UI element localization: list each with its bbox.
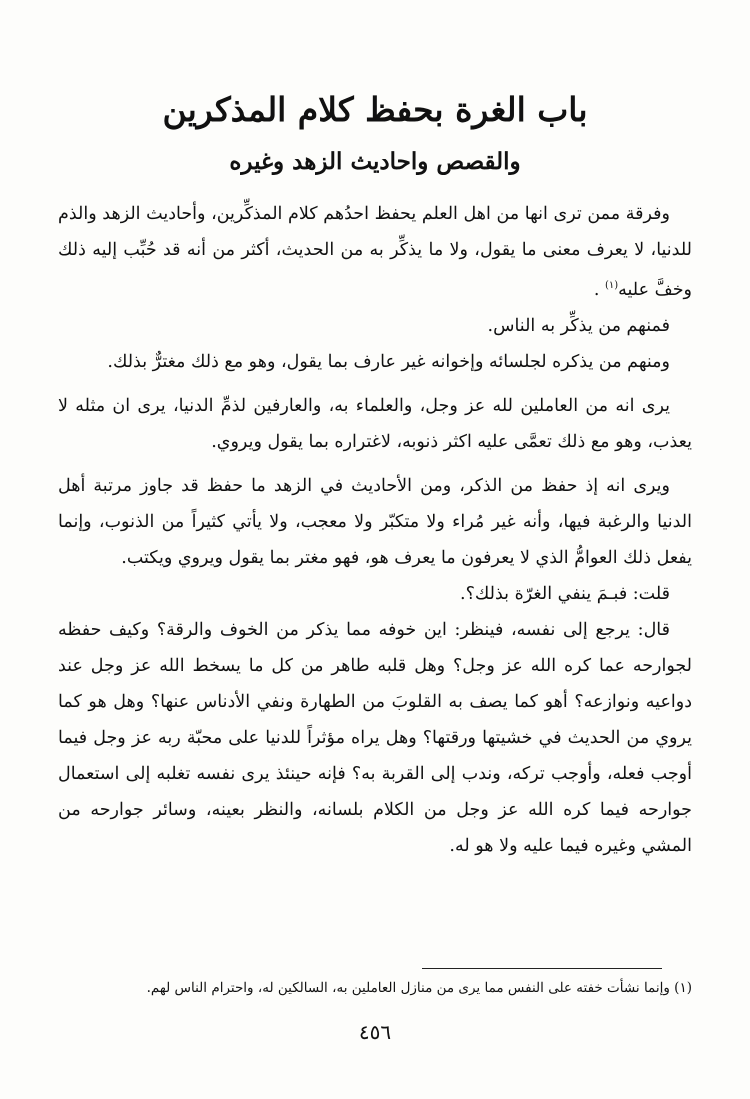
footnote: (١) وإنما نشأت خفته على النفس مما يرى من منازل العاملين به، السالكين له، واحترام الناس لهم. bbox=[146, 980, 692, 996]
paragraph-2: فمنهم من يذكِّر به الناس. bbox=[487, 315, 670, 336]
footnote-divider bbox=[422, 968, 662, 969]
paragraph-3: ومنهم من يذكره لجلسائه وإخوانه غير عارف بما يقول، وهو مع ذلك مغترٌّ بذلك. bbox=[107, 351, 670, 372]
body-text bbox=[58, 196, 692, 864]
paragraph-7: قال: يرجع إلى نفسه، فينظر: اين خوفه مما يذكر من الخوف والرقة؟ وكيف حفظه لجوارحه عما كره الله عز وجل؟ وهل قلبه طاهر من كل ما يسخط الله عز وجل عند دواعيه ونوازعه؟ أهو كما يصف به القلوبَ من الطهارة ونفي الأدناس عنها؟ وهل هو كما يروي من الحديث في خشيتها ورقتها؟ وهل يراه مؤثراً للدنيا على محبّة ربه عز وجل فيما أوجب فعله، وأوجب تركه، وندب إلى القربة به؟ فإنه حينئذ يرى نفسه تغلبه إلى استعمال جوارحه فيما كره الله عز وجل من الكلام بلسانه، والنظر بعينه، وسائر جوارحه من المشي وغيره فيما عليه ولا هو له. bbox=[58, 619, 692, 856]
paragraph-4: يرى انه من العاملين لله عز وجل، والعلماء به، والعارفين لذمِّ الدنيا، يرى ان مثله لا يعذب، وهو مع ذلك تعمَّى عليه اكثر ذنوبه، لاغتراره بما يقول ويروي. bbox=[58, 395, 692, 452]
paragraph-6: قلت: فبـمَ ينفي الغرّة بذلك؟. bbox=[460, 583, 670, 604]
chapter-title: باب الغرة بحفظ كلام المذكرين bbox=[162, 90, 588, 129]
page-number: ٤٥٦ bbox=[358, 1020, 392, 1044]
footnote-marker: (١) bbox=[604, 280, 619, 291]
chapter-subtitle: والقصص واحاديث الزهد وغيره bbox=[229, 148, 521, 175]
paragraph-1: وفرقة ممن ترى انها من اهل العلم يحفظ احدُهم كلام المذكِّرين، وأحاديث الزهد والذم للدنيا، لا يعرف معنى ما يقول، ولا ما يذكِّر به من الحديث، أكثر من أنه قد حُبِّب إليه ذلك وخفَّ عليه$^{(١)}$ . bbox=[58, 204, 692, 300]
paragraph-5: ويرى انه إذ حفظ من الذكر، ومن الأحاديث في الزهد ما حفظ قد جاوز مرتبة أهل الدنيا والرغبة فيها، وأنه غير مُراء ولا متكبّر ولا معجب، ولا يأتي كثيراً من الذنوب، وإنما يفعل ذلك العوامُّ الذي لا يعرفون ما يعرف هو، فهو مغتر بما يقول ويروي ويكتب. bbox=[58, 475, 692, 568]
